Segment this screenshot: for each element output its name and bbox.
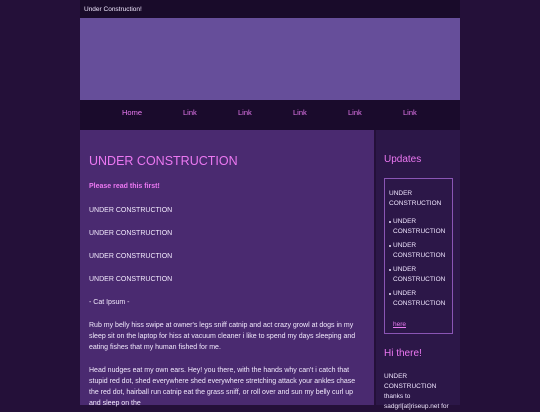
content-line: UNDER CONSTRUCTION xyxy=(89,207,173,214)
navigation-bar xyxy=(80,100,460,130)
hi-text: UNDER CONSTRUCTION thanks to sadgrl[at]riseup.net for xyxy=(384,373,449,410)
page-heading: UNDER CONSTRUCTION xyxy=(89,154,238,168)
updates-list xyxy=(389,217,448,309)
list-item: UNDER CONSTRUCTION xyxy=(389,265,448,285)
hi-heading: Hi there! xyxy=(384,348,422,359)
list-item: UNDER CONSTRUCTION xyxy=(389,241,448,261)
content-line: UNDER CONSTRUCTION xyxy=(89,230,173,237)
list-item: UNDER CONSTRUCTION xyxy=(389,217,448,237)
updates-intro: UNDER CONSTRUCTION xyxy=(389,190,442,207)
list-item: UNDER CONSTRUCTION xyxy=(389,289,448,309)
nav-link-5[interactable]: Link xyxy=(403,108,417,117)
body-paragraph: Rub my belly hiss swipe at owner's legs sniff catnip and act crazy growl at dogs in my sleep sit on the laptop for hiss at vacuum cleaner i like to spend my days sleeping and eating fishes that my human fished for me. xyxy=(89,322,356,351)
lead-text: Please read this first! xyxy=(89,183,160,190)
nav-link-4[interactable]: Link xyxy=(348,108,362,117)
content-line: UNDER CONSTRUCTION xyxy=(89,276,173,283)
updates-box xyxy=(384,178,453,334)
page-container xyxy=(80,0,460,410)
sidebar xyxy=(376,130,460,410)
nav-link-1[interactable]: Link xyxy=(183,108,197,117)
site-title: Under Construction! xyxy=(84,6,142,13)
body-paragraph: Head nudges eat my own ears. Hey! you there, with the hands why can't i catch that stupid red dot, shed everywhere shed everywhere stretching attack your ankles chase the red dot, hairball run catnip eat the grass sniff, or roll over and sun my belly curl up and sleep on the xyxy=(89,367,356,407)
header-banner xyxy=(80,18,460,100)
content-line: UNDER CONSTRUCTION xyxy=(89,253,173,260)
nav-link-2[interactable]: Link xyxy=(238,108,252,117)
top-bar xyxy=(80,0,460,18)
nav-link-home[interactable]: Home xyxy=(122,108,143,117)
updates-here-link[interactable]: here xyxy=(393,321,407,328)
main-content xyxy=(80,130,374,405)
updates-heading: Updates xyxy=(384,154,422,165)
nav-link-3[interactable]: Link xyxy=(293,108,307,117)
attribution-text: - Cat Ipsum - xyxy=(89,299,130,306)
